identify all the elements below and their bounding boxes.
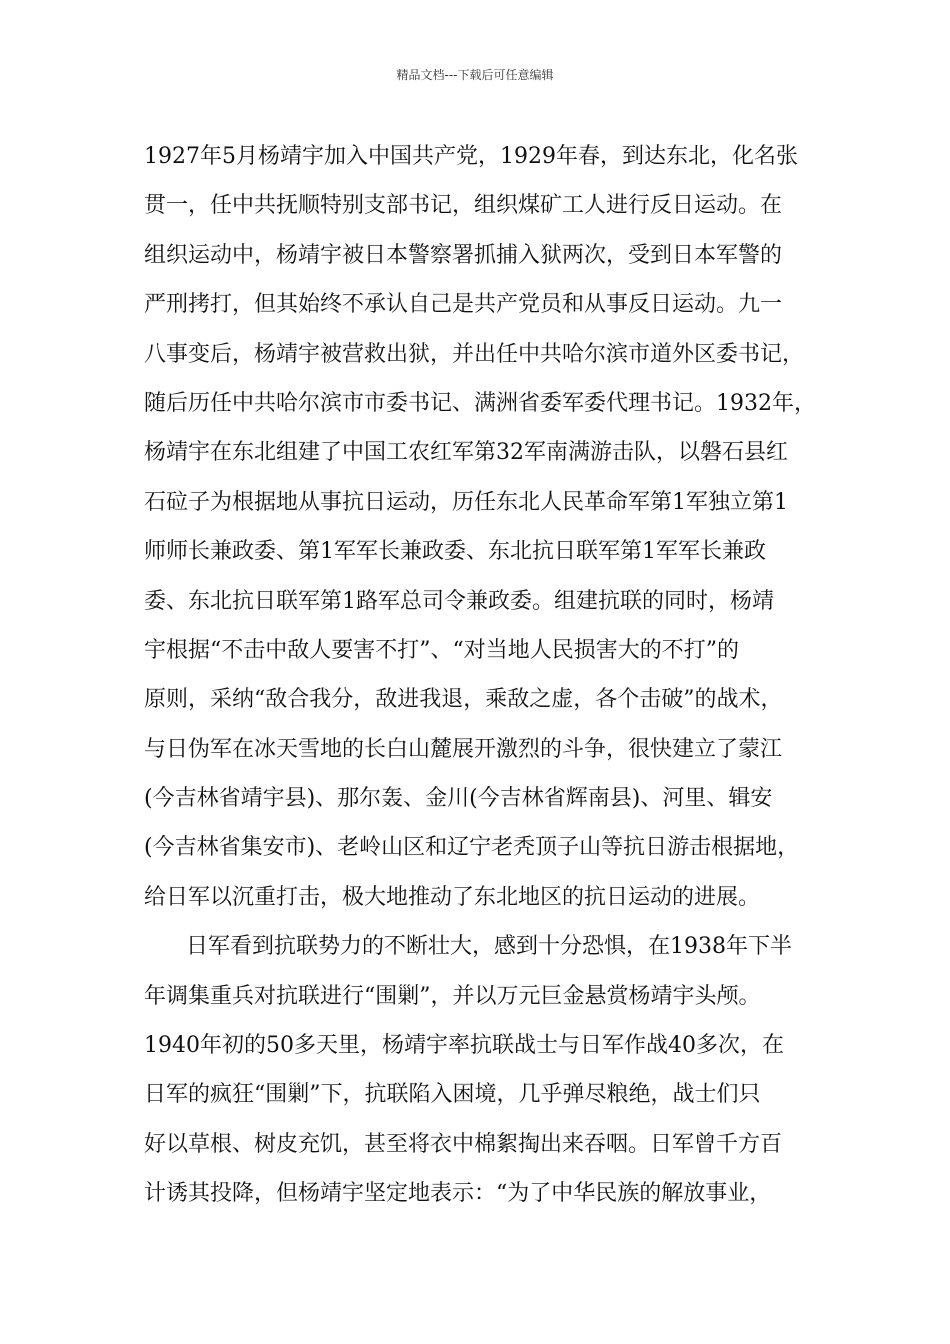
text-line: 与日伪军在冰天雪地的长白山麓展开激烈的斗争，很快建立了蒙江: [144, 736, 783, 762]
text-line: 原则，采纳“敌合我分，敌进我退，乘敌之虚，各个击破”的战术，: [144, 687, 783, 713]
text-line: 严刑拷打，但其始终不承认自己是共产党员和从事反日运动。九一: [144, 292, 783, 318]
text-line: 八事变后，杨靖宇被营救出狱，并出任中共哈尔滨市道外区委书记，: [144, 341, 805, 367]
text-line: (今吉林省靖宇县)、那尔轰、金川(今吉林省辉南县)、河里、辑安: [144, 786, 773, 812]
text-line: 年调集重兵对抗联进行“围剿”，并以万元巨金悬赏杨靖宇头颅。: [144, 983, 761, 1009]
text-line: 好以草根、树皮充饥，甚至将衣中棉絮掏出来吞咽。日军曾千方百: [144, 1131, 783, 1157]
text-line: 1927年5月杨靖宇加入中国共产党，1929年春，到达东北，化名张: [144, 144, 798, 169]
text-line: 组织运动中，杨靖宇被日本警察署抓捕入狱两次，受到日本军警的: [144, 242, 783, 268]
text-line: 师师长兼政委、第1军军长兼政委、东北抗日联军第1军军长兼政: [144, 539, 766, 565]
paragraph-1: [144, 132, 824, 922]
text-line: 贯一，任中共抚顺特别支部书记，组织煤矿工人进行反日运动。在: [144, 193, 783, 219]
text-line: 随后历任中共哈尔滨市市委书记、满洲省委军委代理书记。1932年，: [144, 390, 816, 416]
text-line: 计诱其投降，但杨靖宇坚定地表示：“为了中华民族的解放事业，: [144, 1181, 772, 1207]
document-body: [144, 132, 824, 1219]
text-line: 杨靖宇在东北组建了中国工农红军第32军南满游击队，以磐石县红: [144, 440, 788, 466]
text-line: 日军看到抗联势力的不断壮大，感到十分恐惧，在1938年下半: [186, 934, 792, 960]
text-line: 日军的疯狂“围剿”下，抗联陷入困境，几乎弹尽粮绝，战士们只: [144, 1082, 761, 1108]
text-line: 石砬子为根据地从事抗日运动，历任东北人民革命军第1军独立第1: [144, 489, 788, 515]
page-header: 精品文档---下载后可任意编辑: [396, 68, 554, 82]
text-line: (今吉林省集安市)、老岭山区和辽宁老秃顶子山等抗日游击根据地，: [144, 835, 800, 861]
text-line: 委、东北抗日联军第1路军总司令兼政委。组建抗联的同时，杨靖: [144, 588, 774, 614]
text-line: 宇根据“不击中敌人要害不打”、“对当地人民损害大的不打”的: [144, 637, 739, 663]
text-line: 1940年初的50多天里，杨靖宇率抗联战士与日军作战40多次，在: [144, 1033, 784, 1059]
text-line: 给日军以沉重打击，极大地推动了东北地区的抗日运动的进展。: [144, 884, 761, 910]
paragraph-2: [144, 922, 824, 1218]
